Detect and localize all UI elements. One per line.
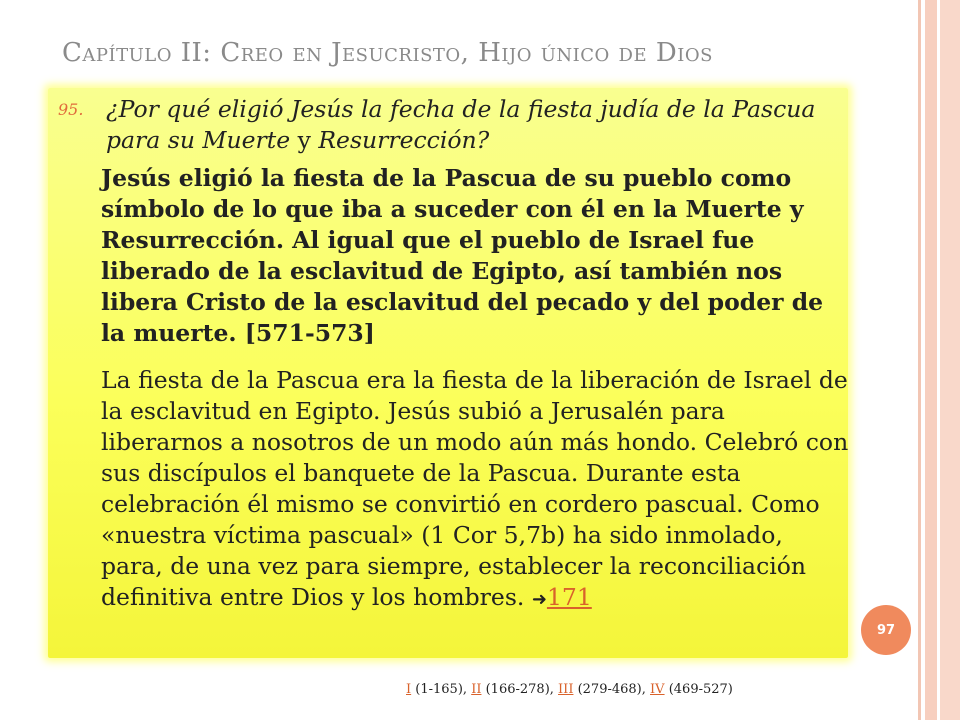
footer-range-part-3: (279-468), [577,682,646,697]
answer-summary: Jesús eligió la fiesta de la Pascua de su pueblo como símbolo de lo que iba a suceder con él en la Muerte y Resurrección. Al igual que el pueblo de Israel fue liberado de la esclavitud de Egipto, así también nos libera Cristo de la esclavitud del pecado y del poder de la muerte. [571-573] [101,164,824,347]
footer-link-part-3[interactable]: III [558,682,574,697]
footer-range-part-1: (1-165), [415,682,468,697]
footer-range-part-4: (469-527) [668,682,733,697]
footer-link-part-4[interactable]: IV [650,682,665,697]
page-number-badge: 97 [861,605,911,655]
decor-stripe-mid [925,0,937,720]
footer-link-part-2[interactable]: II [471,682,482,697]
question-part1: ¿Por qué eligió Jesús la fecha de la fiesta judía de la Pascua para su Muerte [106,95,816,154]
answer-body [101,365,849,615]
question-text [106,94,846,156]
cross-reference-link[interactable]: 171 [546,583,592,611]
footer-link-part-1[interactable]: I [406,682,412,697]
question-part2: Resurrección? [310,126,490,154]
arrow-right-icon: ➜ [531,589,547,610]
question-number: 95. [58,100,84,119]
decor-stripe-thin [918,0,921,720]
question-conjunction: y [297,126,311,154]
footer-range-part-2: (166-278), [485,682,554,697]
answer-body-text: La fiesta de la Pascua era la fiesta de la liberación de Israel de la esclavitud en Egipto. Jesús subió a Jerusalén para liberarnos a nosotros de un modo aún más hondo. Celebró con sus discípulos el banquete de la Pascua. Durante esta celebración él mismo se convirtió en cordero pascual. Como «nuestra víctima pascual» (1 Cor 5,7b) ha sido inmolado, para, de una vez para siempre, establecer la reconciliación definitiva entre Dios y los hombres. [101,366,849,611]
decor-stripe-wide [940,0,960,720]
page-title: Capítulo II: Creo en Jesucristo, Hijo único de Dios [62,38,713,68]
footer-navigation [406,682,733,697]
